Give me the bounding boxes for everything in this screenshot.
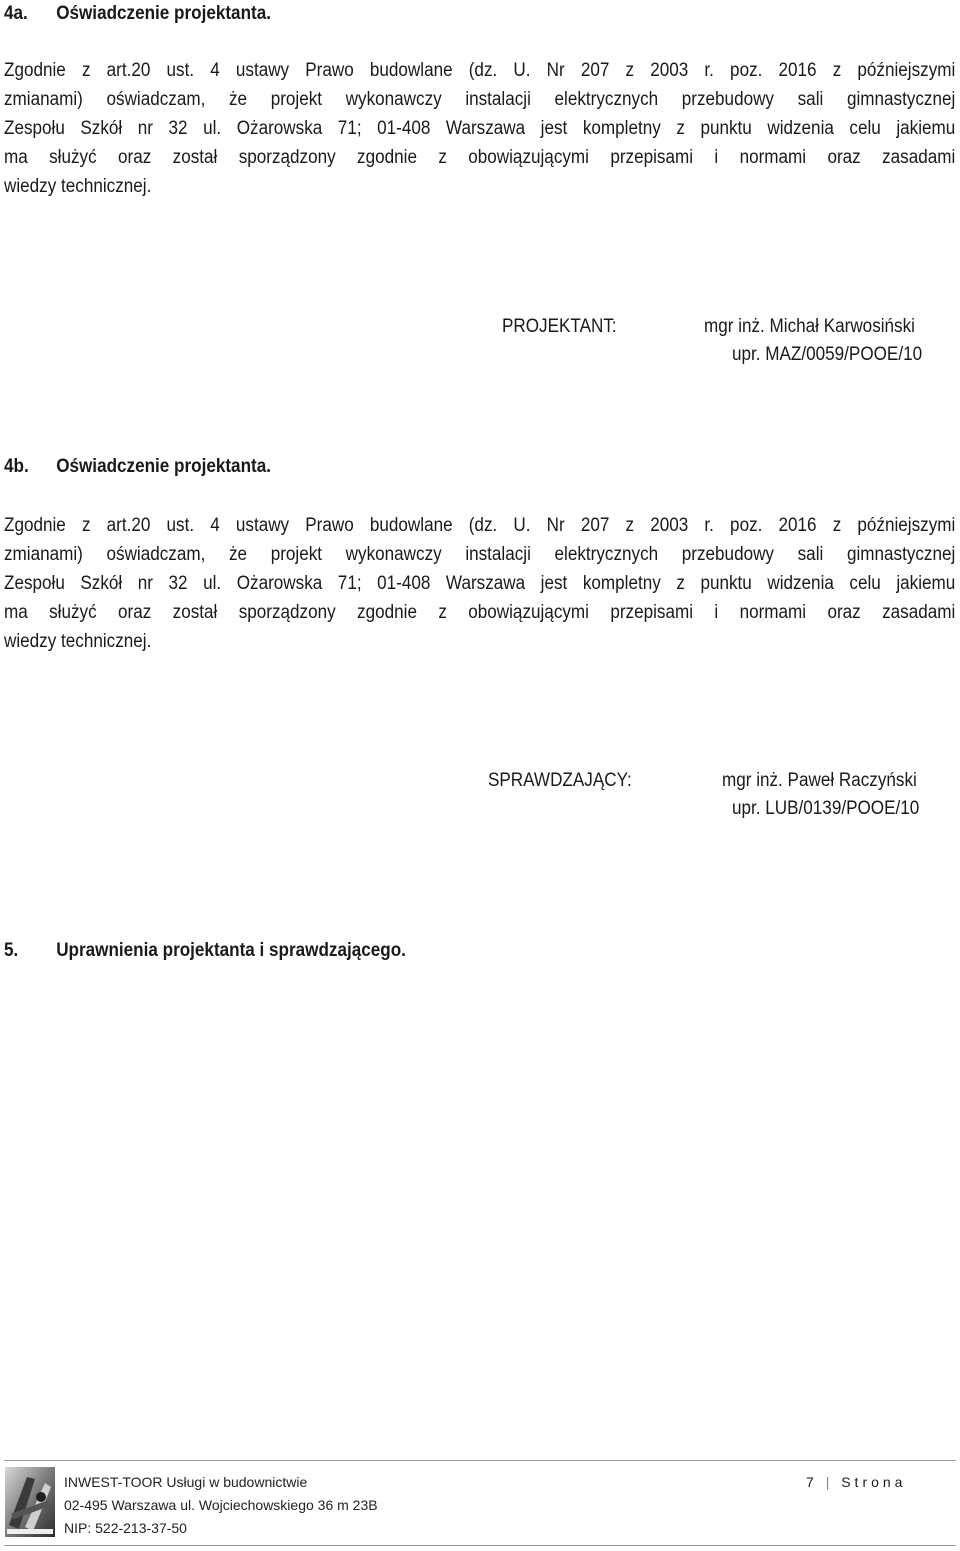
checker-role-label: SPRAWDZAJĄCY: bbox=[488, 770, 632, 791]
section-4a-paragraph bbox=[4, 56, 955, 201]
checker-license: upr. LUB/0139/POOE/10 bbox=[732, 798, 920, 819]
page-label: Strona bbox=[841, 1474, 907, 1490]
paragraph-line: Zespołu Szkół nr 32 ul. Ożarowska 71; 01-408 Warszawa jest kompletny z punktu widzenia celu jakiemu bbox=[4, 573, 956, 594]
designer-license: upr. MAZ/0059/POOE/10 bbox=[732, 344, 923, 365]
paragraph-line: Zgodnie z art.20 ust. 4 ustawy Prawo budowlane (dz. U. Nr 207 z 2003 r. poz. 2016 z późniejszymi bbox=[4, 60, 956, 81]
paragraph-line: zmianami) oświadczam, że projekt wykonawczy instalacji elektrycznych przebudowy sali gimnastycznej bbox=[4, 544, 956, 565]
footer-page-indicator bbox=[806, 1474, 906, 1490]
designer-role-label: PROJEKTANT: bbox=[502, 316, 617, 337]
footer-bottom-rule bbox=[4, 1545, 956, 1546]
section-4b-heading bbox=[4, 456, 271, 478]
paragraph-line: wiedzy technicznej. bbox=[4, 631, 152, 652]
section-4b-number: 4b. bbox=[4, 456, 29, 477]
footer-address: 02-495 Warszawa ul. Wojciechowskiego 36 m 23B bbox=[64, 1497, 378, 1513]
page-number: 7 bbox=[806, 1474, 818, 1490]
section-4a-number: 4a. bbox=[4, 3, 28, 24]
page-separator: | bbox=[825, 1474, 834, 1490]
designer-name: mgr inż. Michał Karwosiński bbox=[704, 316, 915, 337]
footer-company: INWEST-TOOR Usługi w budownictwie bbox=[64, 1474, 308, 1490]
paragraph-line: Zespołu Szkół nr 32 ul. Ożarowska 71; 01-408 Warszawa jest kompletny z punktu widzenia celu jakiemu bbox=[4, 118, 956, 139]
paragraph-line: ma służyć oraz został sporządzony zgodnie z obowiązującymi przepisami i normami oraz zasadami bbox=[4, 602, 956, 623]
section-4a-heading bbox=[4, 3, 271, 25]
paragraph-line: Zgodnie z art.20 ust. 4 ustawy Prawo budowlane (dz. U. Nr 207 z 2003 r. poz. 2016 z późniejszymi bbox=[4, 515, 956, 536]
section-5-heading bbox=[4, 940, 406, 962]
section-4b-paragraph bbox=[4, 511, 955, 656]
paragraph-line: ma służyć oraz został sporządzony zgodnie z obowiązującymi przepisami i normami oraz zasadami bbox=[4, 147, 956, 168]
paragraph-line: wiedzy technicznej. bbox=[4, 176, 152, 197]
section-5-number: 5. bbox=[4, 940, 19, 961]
checker-name: mgr inż. Paweł Raczyński bbox=[722, 770, 917, 791]
footer-top-rule bbox=[4, 1460, 956, 1461]
section-4a-title: Oświadczenie projektanta. bbox=[56, 3, 271, 24]
footer-nip: NIP: 522-213-37-50 bbox=[64, 1520, 187, 1536]
section-5-title: Uprawnienia projektanta i sprawdzającego. bbox=[56, 940, 406, 961]
section-4b-title: Oświadczenie projektanta. bbox=[56, 456, 271, 477]
construction-logo-icon bbox=[5, 1467, 55, 1537]
paragraph-line: zmianami) oświadczam, że projekt wykonawczy instalacji elektrycznych przebudowy sali gimnastycznej bbox=[4, 89, 956, 110]
